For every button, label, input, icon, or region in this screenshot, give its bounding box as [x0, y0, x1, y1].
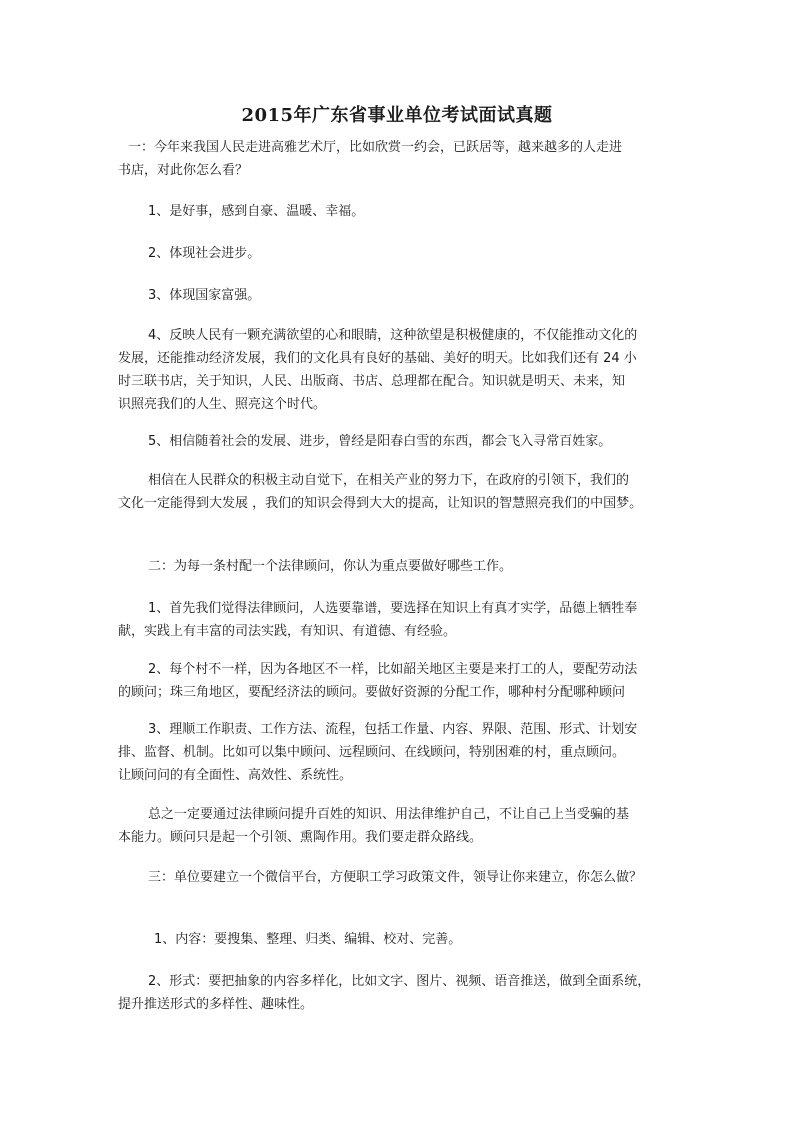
text-line: 让顾问问的有全面性、高效性、系统性。 [118, 768, 353, 783]
answer-1-point-3: 3、体现国家富强。 [148, 288, 261, 303]
text-line: 文化一定能得到大发展 ，我们的知识会得到大大的提高，让知识的智慧照亮我们的中国梦。 [118, 496, 643, 511]
text-line: 书店，对此你怎么看？ [118, 163, 249, 178]
question-2-heading: 二：为每一条村配一个法律顾问，你认为重点要做好哪些工作。 [148, 559, 513, 574]
page-title: 2015年广东省事业单位考试面试真题 [241, 105, 553, 126]
text-line: 排、监督、机制。比如可以集中顾问、远程顾问、在线顾问，特别困难的村，重点顾问。 [118, 745, 626, 760]
text-line: 2、形式：要把抽象的内容多样化，比如文字、图片、视频、语音推送，做到全面系统， [148, 974, 651, 989]
answer-2-point-3 [118, 718, 684, 787]
answer-1-point-2: 2、体现社会进步。 [148, 246, 261, 261]
answer-2-point-1 [118, 597, 684, 643]
text-line: 献，实践上有丰富的司法实践，有知识、有道德、有经验。 [118, 624, 457, 639]
answer-1-point-4 [118, 324, 684, 416]
text-line: 提升推送形式的多样性、趣味性。 [118, 997, 314, 1012]
text-line: 3、理顺工作职责、工作方法、流程，包括工作量、内容、界限、范围、形式、计划安 [148, 722, 638, 737]
answer-1-point-1: 1、是好事，感到自豪、温暖、幸福。 [148, 204, 365, 219]
text-line: 发展，还能推动经济发展，我们的文化具有良好的基础、美好的明天。比如我们还有 24 小 [118, 351, 637, 366]
text-line: 1、首先我们觉得法律顾问，人选要靠谱，要选择在知识上有真才实学，品德上牺牲奉 [148, 601, 638, 616]
text-line: 一：今年来我国人民走进高雅艺术厅，比如欣赏一约会，已跃居等，越来越多的人走进 [128, 140, 623, 155]
text-line: 识照亮我们的人生、照亮这个时代。 [118, 397, 327, 412]
answer-2-conclusion [118, 803, 684, 849]
text-line: 本能力。顾问只是起一个引领、熏陶作用。我们要走群众路线。 [118, 830, 483, 845]
text-line: 时三联书店，关于知识，人民、出版商、书店、总理都在配合。知识就是明天、未来，知 [118, 374, 626, 389]
answer-1-point-5: 5、相信随着社会的发展、进步，曾经是阳春白雪的东西，都会飞入寻常百姓家。 [148, 434, 612, 449]
text-line: 2、每个村不一样，因为各地区不一样，比如韶关地区主要是来打工的人，要配劳动法 [148, 662, 638, 677]
text-line: 相信在人民群众的积极主动自觉下，在相关产业的努力下，在政府的引领下，我们的 [148, 473, 630, 488]
text-line: 的顾问；珠三角地区，要配经济法的顾问。要做好资源的分配工作，哪种村分配哪种顾问 [118, 685, 626, 700]
text-line: 4、反映人民有一颗充满欲望的心和眼睛，这种欲望是积极健康的，不仅能推动文化的 [148, 328, 638, 343]
question-3-heading: 三：单位要建立一个微信平台，方便职工学习政策文件，领导让你来建立，你怎么做？ [148, 870, 643, 885]
question-1-heading [118, 136, 684, 182]
answer-1-conclusion [118, 469, 684, 515]
text-line: 总之一定要通过法律顾问提升百姓的知识、用法律维护自己，不让自己上当受骗的基 [148, 807, 630, 822]
answer-2-point-2 [118, 658, 684, 704]
answer-3-point-2 [118, 970, 684, 1016]
answer-3-point-1: 1、内容：要搜集、整理、归类、编辑、校对、完善。 [154, 932, 462, 947]
